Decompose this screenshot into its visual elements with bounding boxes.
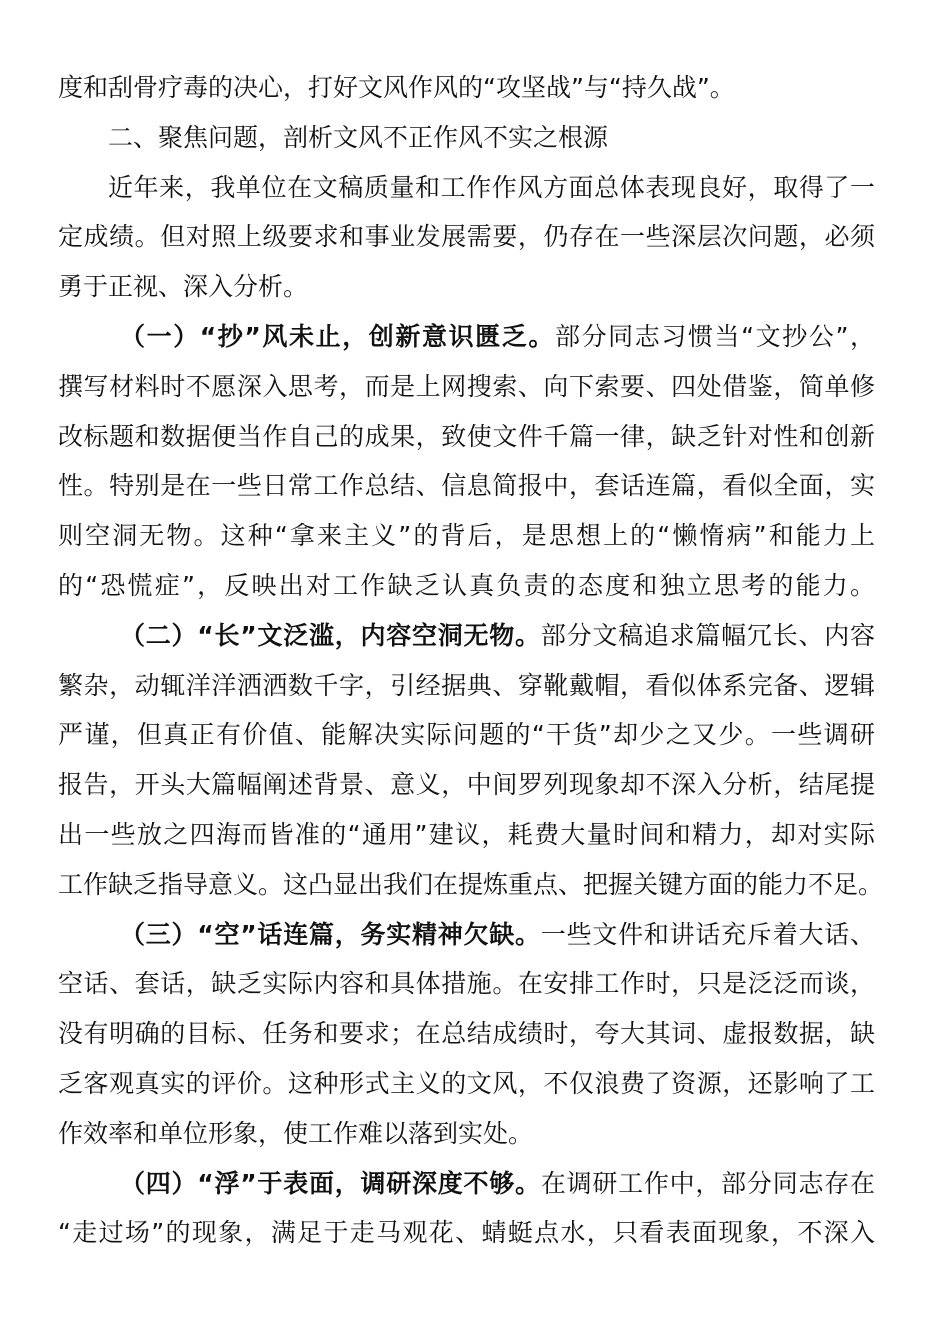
- line-text: 作效率和单位形象，使工作难以落到实处。: [58, 1118, 534, 1148]
- text-line: [58, 518, 875, 554]
- line-text: 撰写材料时不愿深入思考，而是上网搜索、向下索要、四处借鉴，简单修: [58, 371, 875, 401]
- text-line: [58, 1215, 875, 1251]
- text-line: [58, 1116, 875, 1152]
- line-text: 出一些放之四海而皆准的“通用”建议，耗费大量时间和精力，却对实际: [58, 820, 875, 849]
- line-text: 度和刮骨疗毒的决心，打好文风作风的“攻坚战”与“持久战”。: [58, 73, 735, 102]
- line-text: 繁杂，动辄洋洋洒洒数千字，引经据典、穿靴戴帽，看似体系完备、逻辑: [58, 670, 875, 700]
- text-line: [58, 70, 875, 106]
- text-line: [58, 966, 875, 1002]
- line-text: 空话、套话，缺乏实际内容和具体措施。在安排工作时，只是泛泛而谈，: [58, 969, 875, 999]
- text-line: [58, 817, 875, 853]
- line-text: 乏客观真实的评价。这种形式主义的文风，不仅浪费了资源，还影响了工: [58, 1069, 875, 1098]
- text-line: [108, 120, 875, 156]
- line-text: “走过场”的现象，满足于走马观花、蜻蜓点水，只看表面现象，不深入: [58, 1218, 875, 1248]
- section-heading-line: [120, 319, 875, 355]
- text-line: [58, 668, 875, 704]
- line-text: 严谨，但真正有价值、能解决实际问题的“干货”却少之又少。一些调研: [58, 720, 875, 750]
- line-text: 一些文件和讲话充斥着大话、: [540, 919, 875, 949]
- text-line: [58, 468, 875, 504]
- bold-heading: （二）“长”文泛滥，内容空洞无物。: [120, 620, 541, 650]
- text-line: [58, 767, 875, 803]
- line-text: 定成绩。但对照上级要求和事业发展需要，仍存在一些深层次问题，必须: [58, 222, 875, 252]
- text-line: [58, 1066, 875, 1102]
- section-heading-line: [120, 1166, 875, 1202]
- text-line: [58, 867, 884, 903]
- line-text: 近年来，我单位在文稿质量和工作作风方面总体表现良好，取得了一: [108, 172, 875, 202]
- line-text: 报告，开头大篇幅阐述背景、意义，中间罗列现象却不深入分析，结尾提: [58, 770, 875, 800]
- text-line: [58, 717, 875, 753]
- text-line: [58, 419, 875, 455]
- line-text: 工作缺乏指导意义。这凸显出我们在提炼重点、把握关键方面的能力不足。: [58, 869, 884, 899]
- line-text: 没有明确的目标、任务和要求；在总结成绩时，夸大其词、虚报数据，缺: [58, 1019, 875, 1049]
- section-heading-line: [120, 618, 875, 654]
- line-text: 二、聚焦问题，剖析文风不正作风不实之根源: [108, 122, 609, 152]
- bold-heading: （四）“浮”于表面，调研深度不够。: [120, 1168, 541, 1198]
- text-line: [58, 219, 875, 255]
- line-text: 改标题和数据便当作自己的成果，致使文件千篇一律，缺乏针对性和创新: [58, 421, 875, 451]
- section-heading-line: [120, 917, 875, 953]
- text-line: [58, 568, 875, 604]
- bold-heading: （三）“空”话连篇，务实精神欠缺。: [120, 919, 541, 949]
- text-line: [58, 369, 875, 405]
- line-text: 则空洞无物。这种“拿来主义”的背后，是思想上的“懒惰病”和能力上: [58, 521, 875, 551]
- line-text: 勇于正视、深入分析。: [58, 272, 309, 302]
- bold-heading: （一）“抄”风未止，创新意识匮乏。: [120, 322, 555, 351]
- line-text: 部分同志习惯当“文抄公”，: [554, 322, 875, 351]
- text-line: [58, 269, 875, 305]
- text-line: [108, 170, 875, 206]
- line-text: 性。特别是在一些日常工作总结、信息简报中，套话连篇，看似全面，实: [58, 471, 875, 501]
- line-text: 在调研工作中，部分同志存在: [540, 1168, 875, 1198]
- line-text: 部分文稿追求篇幅冗长、内容: [540, 620, 875, 650]
- text-line: [58, 1016, 875, 1052]
- line-text: 的“恐慌症”，反映出对工作缺乏认真负责的态度和独立思考的能力。: [58, 571, 875, 600]
